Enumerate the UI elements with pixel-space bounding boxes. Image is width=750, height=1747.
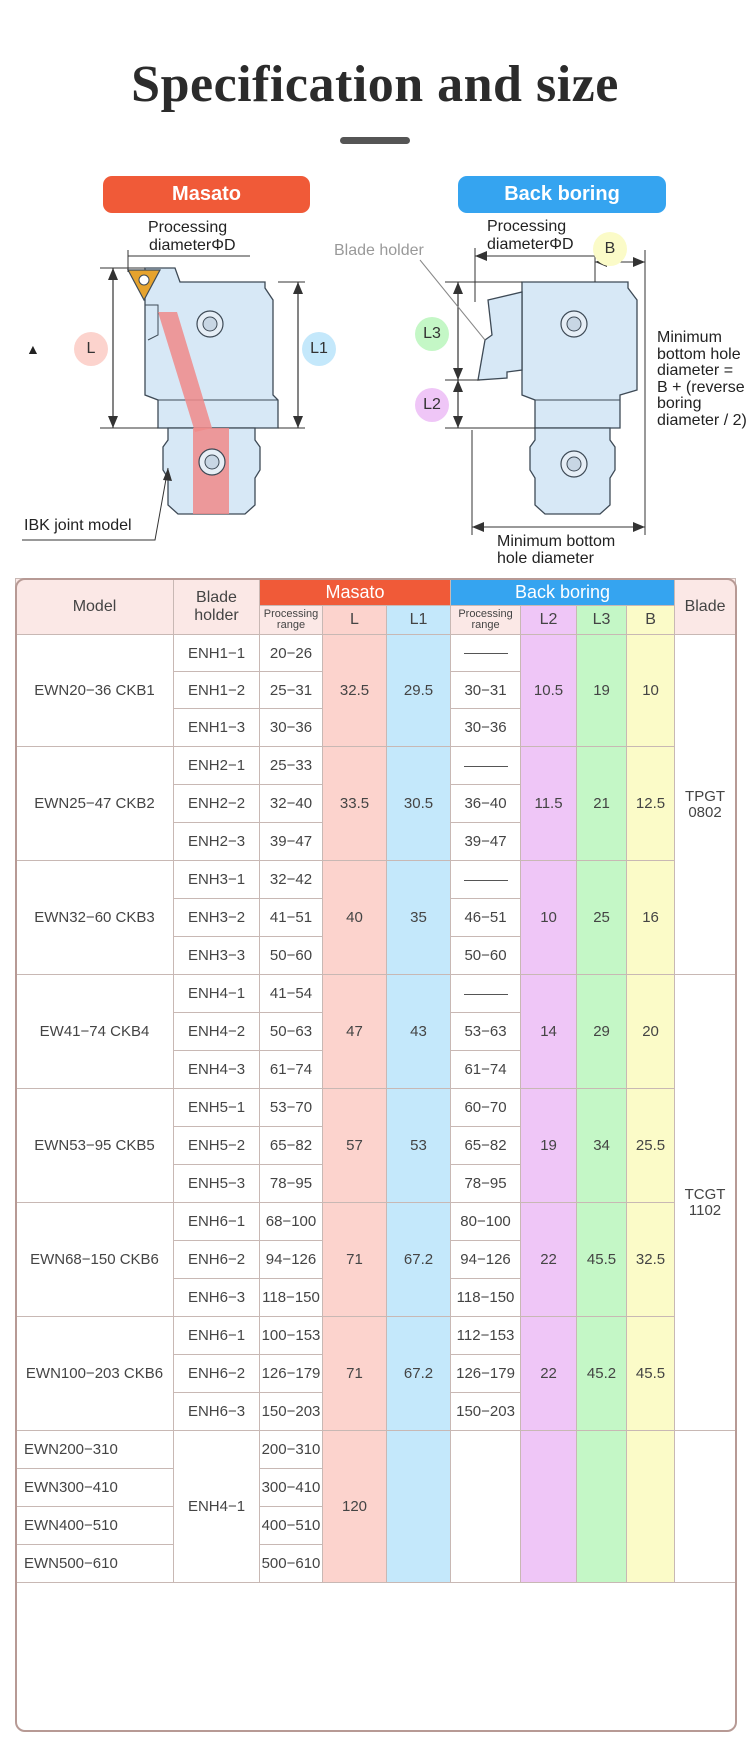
l-cell: 120 bbox=[323, 1431, 387, 1583]
holder-cell: ENH2−3 bbox=[174, 823, 260, 861]
model-cell: EWN200−310 bbox=[16, 1431, 174, 1469]
back-range-cell: 39−47 bbox=[451, 823, 521, 861]
model-cell: EW41−74 CKB4 bbox=[16, 975, 174, 1089]
l2-cell bbox=[521, 1431, 577, 1583]
table-row bbox=[16, 1203, 736, 1241]
left-diameter-label: diameterΦD bbox=[149, 237, 236, 254]
masato-range-cell: 94−126 bbox=[260, 1241, 323, 1279]
back-range-cell: 50−60 bbox=[451, 937, 521, 975]
masato-range-cell: 118−150 bbox=[260, 1279, 323, 1317]
table-row bbox=[16, 1431, 736, 1469]
back-range-cell bbox=[451, 635, 521, 672]
holder-cell: ENH2−1 bbox=[174, 747, 260, 785]
b-cell: 10 bbox=[627, 635, 675, 747]
table-row bbox=[16, 861, 736, 899]
masato-range-cell: 68−100 bbox=[260, 1203, 323, 1241]
holder-cell: ENH1−3 bbox=[174, 709, 260, 747]
holder-cell: ENH1−2 bbox=[174, 672, 260, 709]
holder-cell: ENH6−3 bbox=[174, 1393, 260, 1431]
dash-placeholder bbox=[464, 994, 508, 995]
b-cell bbox=[627, 1431, 675, 1583]
ibk-joint-label: IBK joint model bbox=[24, 517, 132, 534]
back-range-cell: 80−100 bbox=[451, 1203, 521, 1241]
masato-range-cell: 400−510 bbox=[260, 1507, 323, 1545]
left-arrow-marker: ▲ bbox=[26, 341, 40, 357]
header-back-range: Processing range bbox=[451, 606, 521, 635]
holder-cell: ENH6−2 bbox=[174, 1241, 260, 1279]
l-cell: 33.5 bbox=[323, 747, 387, 861]
masato-range-cell: 61−74 bbox=[260, 1051, 323, 1089]
back-range-cell: 61−74 bbox=[451, 1051, 521, 1089]
blade-cell-tpgt: TPGT 0802 bbox=[675, 635, 736, 975]
b-cell: 25.5 bbox=[627, 1089, 675, 1203]
l-cell: 57 bbox=[323, 1089, 387, 1203]
min-bottom-label-1: Minimum bottom bbox=[497, 533, 616, 550]
holder-cell: ENH6−3 bbox=[174, 1279, 260, 1317]
masato-range-cell: 32−42 bbox=[260, 861, 323, 899]
l1-cell: 30.5 bbox=[387, 747, 451, 861]
table-row bbox=[16, 747, 736, 785]
blade-holder-label: Blade holder bbox=[334, 242, 424, 259]
model-cell: EWN400−510 bbox=[16, 1507, 174, 1545]
back-range-cell: 46−51 bbox=[451, 899, 521, 937]
l-cell: 40 bbox=[323, 861, 387, 975]
holder-cell: ENH5−1 bbox=[174, 1089, 260, 1127]
back-range-cell: 36−40 bbox=[451, 785, 521, 823]
blade-cell-empty bbox=[675, 1431, 736, 1583]
model-cell: EWN100−203 CKB6 bbox=[16, 1317, 174, 1431]
table-row bbox=[16, 1317, 736, 1355]
header-l1: L1 bbox=[387, 606, 451, 635]
model-cell: EWN53−95 CKB5 bbox=[16, 1089, 174, 1203]
table-row bbox=[16, 1089, 736, 1127]
left-processing-label: Processing bbox=[148, 219, 228, 236]
masato-range-cell: 32−40 bbox=[260, 785, 323, 823]
holder-cell: ENH5−2 bbox=[174, 1127, 260, 1165]
masato-tool-drawing bbox=[22, 250, 305, 540]
tool-diagrams bbox=[0, 0, 750, 575]
circle-b: B bbox=[593, 232, 627, 266]
l2-cell: 19 bbox=[521, 1089, 577, 1203]
masato-range-cell: 25−31 bbox=[260, 672, 323, 709]
holder-cell: ENH4−3 bbox=[174, 1051, 260, 1089]
header-blade-holder-2: holder bbox=[194, 606, 239, 624]
l2-cell: 10 bbox=[521, 861, 577, 975]
circle-l2: L2 bbox=[415, 388, 449, 422]
header-blade: Blade bbox=[675, 579, 736, 635]
circle-l3: L3 bbox=[415, 317, 449, 351]
back-boring-pill: Back boring bbox=[458, 176, 666, 213]
dash-placeholder bbox=[464, 766, 508, 767]
header-l2: L2 bbox=[521, 606, 577, 635]
header-masato-range: Processing range bbox=[260, 606, 323, 635]
back-range-cell bbox=[451, 747, 521, 785]
l3-cell: 45.2 bbox=[577, 1317, 627, 1431]
l2-cell: 22 bbox=[521, 1317, 577, 1431]
l1-cell: 35 bbox=[387, 861, 451, 975]
holder-cell: ENH3−3 bbox=[174, 937, 260, 975]
table-row bbox=[16, 975, 736, 1013]
l-cell: 32.5 bbox=[323, 635, 387, 747]
l3-cell: 21 bbox=[577, 747, 627, 861]
header-masato: Masato bbox=[260, 579, 451, 606]
header-blade-holder-1: Blade bbox=[196, 588, 237, 606]
model-cell: EWN32−60 CKB3 bbox=[16, 861, 174, 975]
dash-placeholder bbox=[464, 880, 508, 881]
back-range-cell bbox=[451, 975, 521, 1013]
header-blade-holder bbox=[174, 579, 260, 635]
back-range-cell: 126−179 bbox=[451, 1355, 521, 1393]
masato-range-cell: 53−70 bbox=[260, 1089, 323, 1127]
l1-cell: 67.2 bbox=[387, 1203, 451, 1317]
l-cell: 47 bbox=[323, 975, 387, 1089]
back-range-cell: 53−63 bbox=[451, 1013, 521, 1051]
l2-cell: 22 bbox=[521, 1203, 577, 1317]
l-cell: 71 bbox=[323, 1203, 387, 1317]
page-title: Specification and size bbox=[131, 56, 619, 113]
holder-cell: ENH4−1 bbox=[174, 1431, 260, 1583]
b-cell: 12.5 bbox=[627, 747, 675, 861]
l1-cell: 53 bbox=[387, 1089, 451, 1203]
l3-cell: 25 bbox=[577, 861, 627, 975]
holder-cell: ENH1−1 bbox=[174, 635, 260, 672]
b-cell: 45.5 bbox=[627, 1317, 675, 1431]
l3-cell: 34 bbox=[577, 1089, 627, 1203]
b-cell: 20 bbox=[627, 975, 675, 1089]
b-cell: 32.5 bbox=[627, 1203, 675, 1317]
right-diameter-label: diameterΦD bbox=[487, 236, 574, 253]
masato-range-cell: 500−610 bbox=[260, 1545, 323, 1583]
back-range-cell: 118−150 bbox=[451, 1279, 521, 1317]
masato-range-cell: 65−82 bbox=[260, 1127, 323, 1165]
header-b: B bbox=[627, 606, 675, 635]
masato-range-cell: 39−47 bbox=[260, 823, 323, 861]
masato-range-cell: 20−26 bbox=[260, 635, 323, 672]
holder-cell: ENH3−1 bbox=[174, 861, 260, 899]
masato-range-cell: 25−33 bbox=[260, 747, 323, 785]
masato-range-cell: 300−410 bbox=[260, 1469, 323, 1507]
masato-range-cell: 50−60 bbox=[260, 937, 323, 975]
spec-table bbox=[15, 578, 736, 1583]
right-processing-label: Processing bbox=[487, 218, 567, 235]
header-model: Model bbox=[16, 579, 174, 635]
masato-range-cell: 200−310 bbox=[260, 1431, 323, 1469]
header-back-boring: Back boring bbox=[451, 579, 675, 606]
masato-range-cell: 30−36 bbox=[260, 709, 323, 747]
table-row bbox=[16, 635, 736, 672]
min-bottom-label-2: hole diameter bbox=[497, 550, 594, 567]
circle-l1: L1 bbox=[302, 332, 336, 366]
masato-range-cell: 41−51 bbox=[260, 899, 323, 937]
back-range-cell bbox=[451, 861, 521, 899]
masato-range-cell: 126−179 bbox=[260, 1355, 323, 1393]
back-range-cell: 150−203 bbox=[451, 1393, 521, 1431]
back-range-cell: 30−36 bbox=[451, 709, 521, 747]
model-cell: EWN500−610 bbox=[16, 1545, 174, 1583]
back-range-cell: 94−126 bbox=[451, 1241, 521, 1279]
l2-cell: 10.5 bbox=[521, 635, 577, 747]
back-range-cell bbox=[451, 1431, 521, 1583]
model-cell: EWN25−47 CKB2 bbox=[16, 747, 174, 861]
back-range-cell: 78−95 bbox=[451, 1165, 521, 1203]
blade-cell-tcgt: TCGT 1102 bbox=[675, 975, 736, 1431]
masato-range-cell: 150−203 bbox=[260, 1393, 323, 1431]
l3-cell bbox=[577, 1431, 627, 1583]
l3-cell: 45.5 bbox=[577, 1203, 627, 1317]
header-l3: L3 bbox=[577, 606, 627, 635]
holder-cell: ENH6−1 bbox=[174, 1317, 260, 1355]
masato-range-cell: 50−63 bbox=[260, 1013, 323, 1051]
masato-range-cell: 78−95 bbox=[260, 1165, 323, 1203]
min-bottom-formula: Minimum bottom hole diameter = B + (reverse boring diameter / 2) bbox=[657, 329, 747, 429]
b-cell: 16 bbox=[627, 861, 675, 975]
model-cell: EWN20−36 CKB1 bbox=[16, 635, 174, 747]
holder-cell: ENH5−3 bbox=[174, 1165, 260, 1203]
back-range-cell: 112−153 bbox=[451, 1317, 521, 1355]
back-range-cell: 60−70 bbox=[451, 1089, 521, 1127]
holder-cell: ENH3−2 bbox=[174, 899, 260, 937]
model-cell: EWN68−150 CKB6 bbox=[16, 1203, 174, 1317]
back-range-cell: 30−31 bbox=[451, 672, 521, 709]
holder-cell: ENH6−2 bbox=[174, 1355, 260, 1393]
l2-cell: 11.5 bbox=[521, 747, 577, 861]
masato-range-cell: 100−153 bbox=[260, 1317, 323, 1355]
masato-range-cell: 41−54 bbox=[260, 975, 323, 1013]
masato-pill: Masato bbox=[103, 176, 310, 213]
back-range-cell: 65−82 bbox=[451, 1127, 521, 1165]
holder-cell: ENH2−2 bbox=[174, 785, 260, 823]
model-cell: EWN300−410 bbox=[16, 1469, 174, 1507]
header-l: L bbox=[323, 606, 387, 635]
l3-cell: 19 bbox=[577, 635, 627, 747]
l1-cell: 43 bbox=[387, 975, 451, 1089]
dash-placeholder bbox=[464, 653, 508, 654]
holder-cell: ENH6−1 bbox=[174, 1203, 260, 1241]
l-cell: 71 bbox=[323, 1317, 387, 1431]
l3-cell: 29 bbox=[577, 975, 627, 1089]
l2-cell: 14 bbox=[521, 975, 577, 1089]
circle-l: L bbox=[74, 332, 108, 366]
l1-cell: 29.5 bbox=[387, 635, 451, 747]
back-boring-tool-drawing bbox=[420, 248, 645, 535]
holder-cell: ENH4−1 bbox=[174, 975, 260, 1013]
l1-cell: 67.2 bbox=[387, 1317, 451, 1431]
l1-cell bbox=[387, 1431, 451, 1583]
holder-cell: ENH4−2 bbox=[174, 1013, 260, 1051]
